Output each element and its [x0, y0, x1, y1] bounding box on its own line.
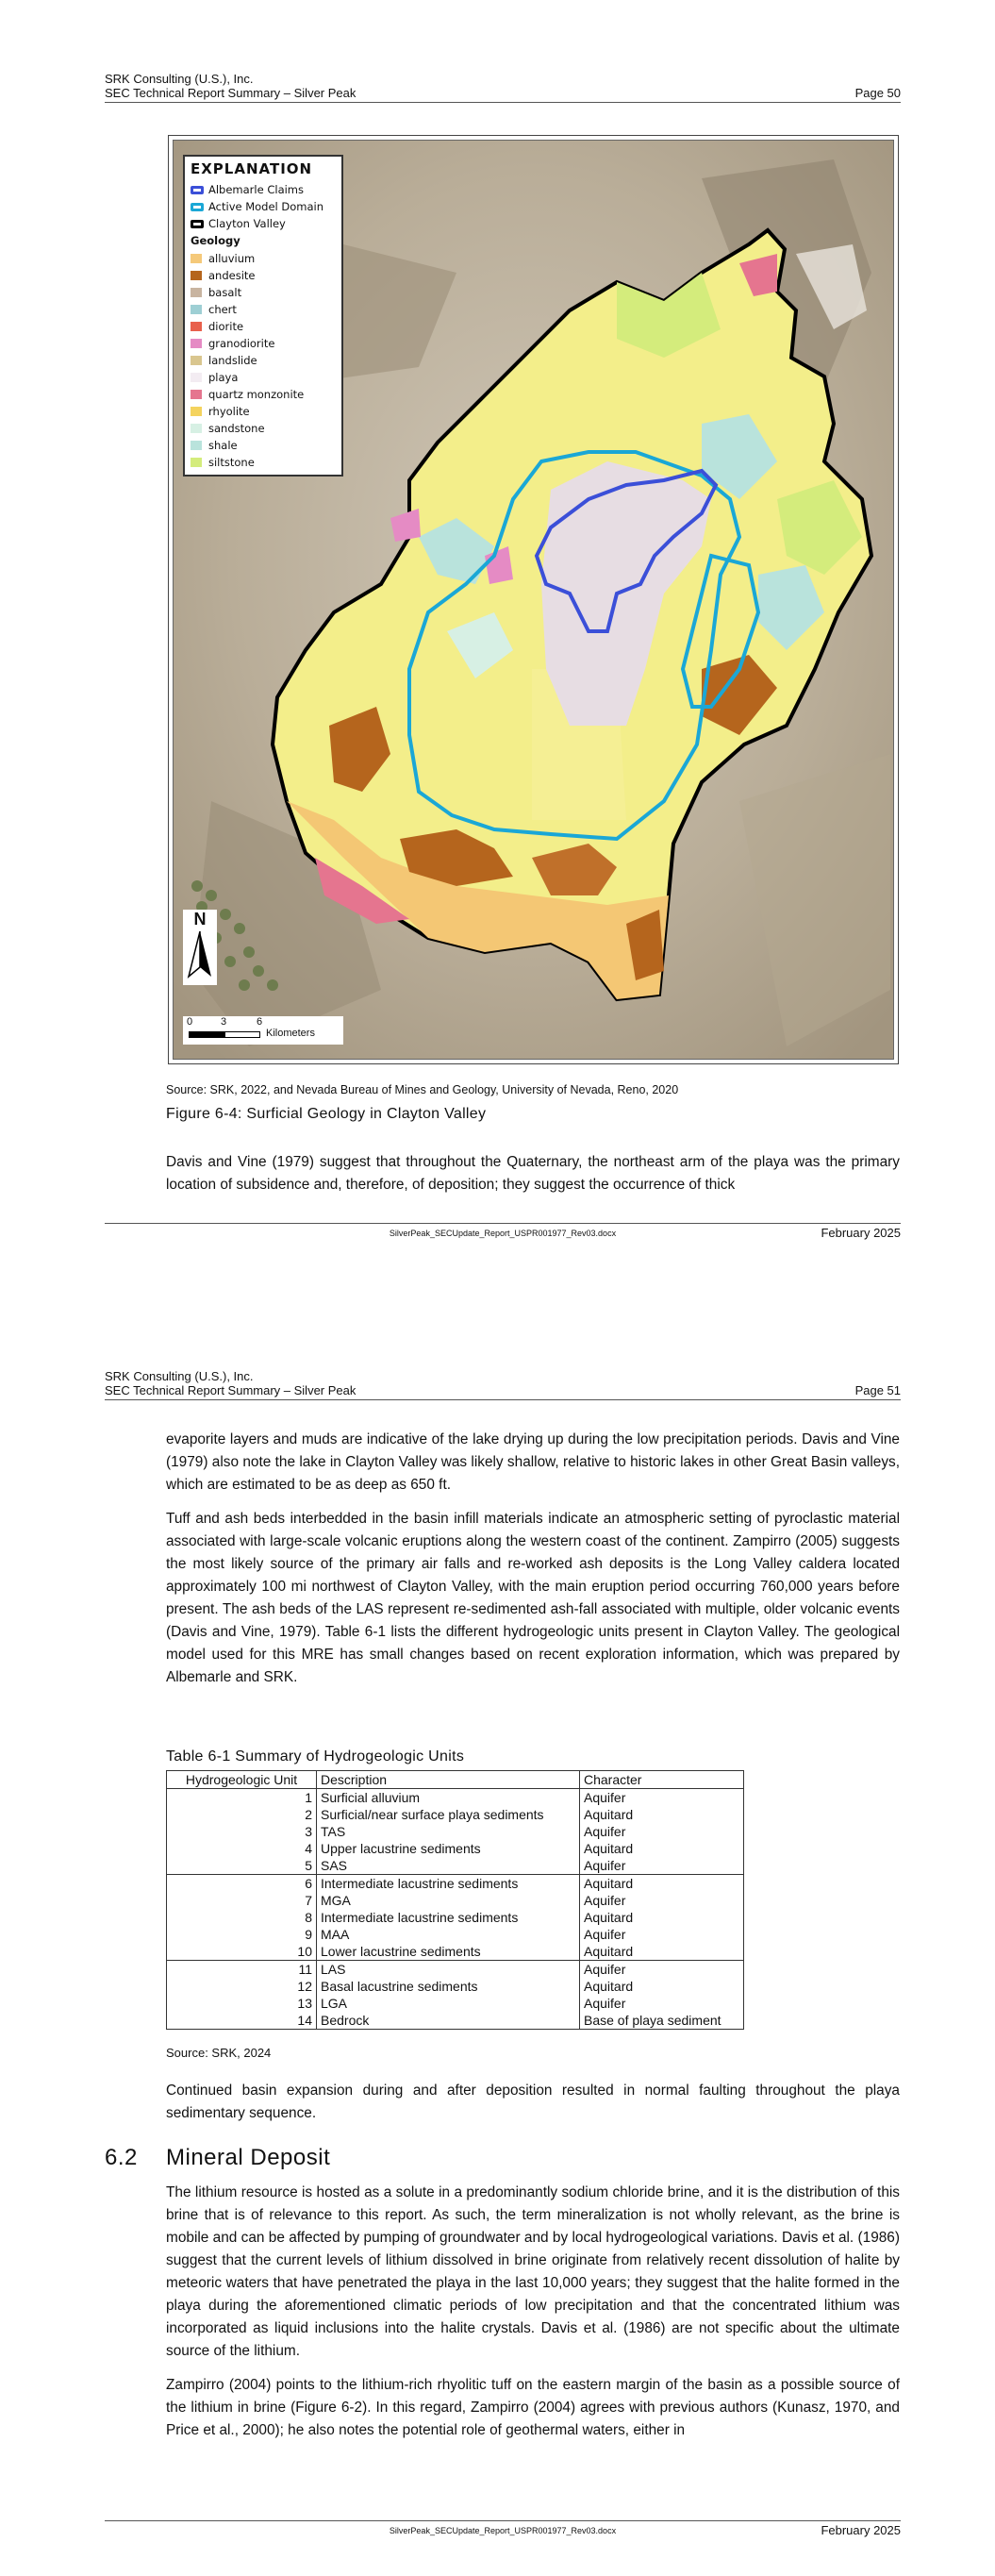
table-row	[167, 1961, 744, 1979]
scale-unit: Kilometers	[266, 1028, 315, 1039]
table-cell: 10	[167, 1943, 317, 1961]
table-cell: 13	[167, 1995, 317, 2012]
header-report: SEC Technical Report Summary – Silver Peak	[105, 1383, 357, 1397]
page-footer	[105, 2523, 901, 2538]
table-body	[167, 1789, 744, 2030]
legend-swatch	[191, 203, 204, 211]
table-cell: 3	[167, 1823, 317, 1840]
table-cell: Aquitard	[580, 1875, 744, 1893]
table-cell: Intermediate lacustrine sediments	[317, 1909, 580, 1926]
legend-label: granodiorite	[208, 337, 275, 350]
legend-label: Active Model Domain	[208, 200, 324, 213]
table-header-cell: Description	[317, 1771, 580, 1789]
legend-label: playa	[208, 371, 239, 384]
table-row	[167, 1875, 744, 1893]
legend-label: diorite	[208, 320, 244, 333]
legend-unit-item	[191, 301, 336, 318]
page-header	[105, 1369, 901, 1397]
legend-swatch	[191, 220, 204, 228]
legend-label: sandstone	[208, 422, 265, 435]
header-rule	[105, 1399, 901, 1400]
legend-label: shale	[208, 439, 238, 452]
table-cell: Surficial/near surface playa sediments	[317, 1806, 580, 1823]
table-cell: 5	[167, 1857, 317, 1875]
legend-unit-item	[191, 318, 336, 335]
scale-tick-6: 6	[257, 1016, 263, 1028]
table-row	[167, 1995, 744, 2012]
legend-unit-item	[191, 267, 336, 284]
legend-label: basalt	[208, 286, 242, 299]
table-cell: Aquifer	[580, 1926, 744, 1943]
table-cell: 1	[167, 1789, 317, 1807]
legend-unit-item	[191, 335, 336, 352]
table-cell: 8	[167, 1909, 317, 1926]
legend-swatch	[191, 407, 202, 416]
legend-swatch	[191, 339, 202, 348]
scale-segment	[224, 1031, 260, 1038]
paragraph: Continued basin expansion during and after deposition resulted in normal faulting throughout the playa sedimentary sequence.	[166, 2083, 900, 2121]
legend-swatch	[191, 458, 202, 467]
legend-swatch	[191, 288, 202, 297]
scale-tick-3: 3	[221, 1016, 227, 1028]
legend-label: quartz monzonite	[208, 388, 305, 401]
legend-boundaries	[191, 181, 336, 232]
table-header-cell: Character	[580, 1771, 744, 1789]
legend-unit-item	[191, 420, 336, 437]
legend-swatch	[191, 322, 202, 331]
header-page-number: Page 50	[854, 86, 901, 100]
table-cell: MGA	[317, 1892, 580, 1909]
legend-swatch	[191, 271, 202, 280]
table-cell: SAS	[317, 1857, 580, 1875]
table-row	[167, 1823, 744, 1840]
legend-title: EXPLANATION	[191, 160, 313, 177]
legend-unit-item	[191, 284, 336, 301]
footer-doc-name: SilverPeak_SECUpdate_Report_USPR001977_Rev03.docx	[389, 2526, 617, 2535]
legend-swatch	[191, 441, 202, 450]
legend-unit-item	[191, 454, 336, 471]
table-cell: LAS	[317, 1961, 580, 1979]
header-company: SRK Consulting (U.S.), Inc.	[105, 72, 254, 86]
legend-unit-item	[191, 369, 336, 386]
map-legend	[183, 155, 343, 477]
header-rule	[105, 102, 901, 103]
table-cell: 7	[167, 1892, 317, 1909]
legend-label: Clayton Valley	[208, 217, 286, 230]
section-number: 6.2	[105, 2145, 138, 2170]
table-cell: 4	[167, 1840, 317, 1857]
table-cell: Aquitard	[580, 1909, 744, 1926]
legend-swatch	[191, 424, 202, 433]
north-arrow	[183, 910, 217, 985]
legend-unit-item	[191, 250, 336, 267]
table-cell: Surficial alluvium	[317, 1789, 580, 1807]
legend-label: landslide	[208, 354, 257, 367]
table-row	[167, 1926, 744, 1943]
table-cell: Aquifer	[580, 1789, 744, 1807]
table-cell: Aquitard	[580, 1806, 744, 1823]
table-source: Source: SRK, 2024	[166, 2046, 272, 2060]
footer-rule	[105, 2520, 901, 2521]
legend-swatch	[191, 186, 204, 194]
scale-segment	[189, 1031, 224, 1038]
header-page-number: Page 51	[854, 1383, 901, 1397]
page-header	[105, 72, 901, 100]
page-footer	[105, 1226, 901, 1241]
scale-tick-0: 0	[187, 1016, 193, 1028]
table-cell: Aquitard	[580, 1943, 744, 1961]
table-cell: 12	[167, 1978, 317, 1995]
section-heading	[105, 2145, 330, 2171]
legend-unit-item	[191, 437, 336, 454]
table-cell: 9	[167, 1926, 317, 1943]
legend-swatch	[191, 305, 202, 314]
paragraph: evaporite layers and muds are indicative of the lake drying up during the low precipitation periods. Davis and Vine (1979) also note the lake in Clayton Valley was likely shallow, relative to historic lakes in other Great Basin valleys, which are estimated to be as deep as 650 ft.	[166, 1431, 900, 1493]
table-cell: 6	[167, 1875, 317, 1893]
legend-geology-title: Geology	[191, 234, 240, 247]
table-cell: Basal lacustrine sediments	[317, 1978, 580, 1995]
table-cell: Base of playa sediment	[580, 2012, 744, 2030]
table-row	[167, 1806, 744, 1823]
paragraph: Davis and Vine (1979) suggest that throughout the Quaternary, the northeast arm of the playa was the primary location of subsidence and, therefore, of deposition; they suggest the occurrence of thick	[166, 1154, 900, 1193]
table-cell: Bedrock	[317, 2012, 580, 2030]
table-row	[167, 1857, 744, 1875]
table-cell: Lower lacustrine sediments	[317, 1943, 580, 1961]
legend-unit-item	[191, 403, 336, 420]
legend-swatch	[191, 254, 202, 263]
scale-bar	[183, 1016, 343, 1045]
paragraph: Tuff and ash beds interbedded in the basin infill materials indicate an atmospheric setting of pyroclastic material associated with large-scale volcanic eruptions along the western coast of the continent. Zampirro (2005) suggests the most likely source of the primary air falls and re-worked ash deposits is the Long Valley caldera located approximately 100 mi northwest of Clayton Valley, with the main eruption period occurring 760,000 years before present. The ash beds of the LAS represent re-sedimented ash-fall associated with multiple, older volcanic events (Davis and Vine, 1979). Table 6-1 lists the different hydrogeologic units present in Clayton Valley. The geological model used for this MRE has small changes based on recent exploration information, which was prepared by Albemarle and SRK.	[166, 1511, 900, 1685]
legend-swatch	[191, 373, 202, 382]
table-row	[167, 1909, 744, 1926]
table-cell: LGA	[317, 1995, 580, 2012]
table-row	[167, 2012, 744, 2030]
table-title: Table 6-1 Summary of Hydrogeologic Units	[166, 1748, 465, 1765]
legend-label: Albemarle Claims	[208, 183, 305, 196]
footer-date: February 2025	[821, 1226, 901, 1240]
table-cell: 2	[167, 1806, 317, 1823]
figure-source: Source: SRK, 2022, and Nevada Bureau of Mines and Geology, University of Nevada, Reno, 2020	[166, 1083, 679, 1096]
table-row	[167, 1789, 744, 1807]
table-cell: Aquitard	[580, 1840, 744, 1857]
table-header-cell: Hydrogeologic Unit	[167, 1771, 317, 1789]
north-arrow-icon	[183, 929, 217, 980]
page-51	[0, 1283, 995, 2576]
legend-label: rhyolite	[208, 405, 250, 418]
legend-swatch	[191, 390, 202, 399]
table-cell: 14	[167, 2012, 317, 2030]
body-text	[166, 2182, 900, 2453]
header-company: SRK Consulting (U.S.), Inc.	[105, 1369, 254, 1383]
hydrogeologic-units-table	[166, 1770, 744, 2030]
page-50	[0, 0, 995, 1283]
legend-label: andesite	[208, 269, 256, 282]
table-cell: Aquifer	[580, 1857, 744, 1875]
legend-boundary-item	[191, 181, 336, 198]
body-text	[166, 2080, 900, 2136]
legend-boundary-item	[191, 198, 336, 215]
table-row	[167, 1978, 744, 1995]
legend-unit-item	[191, 352, 336, 369]
legend-units	[191, 250, 336, 471]
figure-caption: Figure 6-4: Surficial Geology in Clayton Valley	[166, 1106, 487, 1122]
table-cell: MAA	[317, 1926, 580, 1943]
footer-rule	[105, 1223, 901, 1224]
footer-date: February 2025	[821, 2523, 901, 2537]
table-cell: Aquifer	[580, 1995, 744, 2012]
geology-map	[173, 140, 894, 1060]
table-cell: 11	[167, 1961, 317, 1979]
legend-label: chert	[208, 303, 237, 316]
table-cell: Aquifer	[580, 1823, 744, 1840]
table-cell: Aquifer	[580, 1892, 744, 1909]
table-cell: TAS	[317, 1823, 580, 1840]
section-title: Mineral Deposit	[166, 2145, 331, 2170]
table-header-row	[167, 1771, 744, 1789]
legend-swatch	[191, 356, 202, 365]
body-text	[166, 1151, 900, 1208]
table-cell: Intermediate lacustrine sediments	[317, 1875, 580, 1893]
north-label: N	[193, 910, 207, 928]
legend-label: siltstone	[208, 456, 255, 469]
table-row	[167, 1892, 744, 1909]
table-cell: Aquitard	[580, 1978, 744, 1995]
geology-figure	[168, 135, 899, 1064]
legend-unit-item	[191, 386, 336, 403]
legend-label: alluvium	[208, 252, 256, 265]
footer-doc-name: SilverPeak_SECUpdate_Report_USPR001977_Rev03.docx	[389, 1229, 617, 1238]
table-row	[167, 1943, 744, 1961]
body-text	[166, 1429, 900, 1700]
table-row	[167, 1840, 744, 1857]
table-cell: Aquifer	[580, 1961, 744, 1979]
header-report: SEC Technical Report Summary – Silver Peak	[105, 86, 357, 100]
paragraph: The lithium resource is hosted as a solute in a predominantly sodium chloride brine, and it is the distribution of this brine that is of relevance to this report. As such, the term mineralization is not wholly relevant, as the brine is mobile and can be affected by pumping of groundwater and by local hydrogeological variations. Davis et al. (1986) suggest that the current levels of lithium dissolved in brine originate from relatively recent dissolution of halite by meteoric waters that have penetrated the playa in the last 10,000 years; they suggest that the halite formed in the playa during the aforementioned climatic periods of low precipitation and that the concentrated lithium was incorporated as liquid inclusions into the halite crystals. Davis et al. (1986) are not specific about the ultimate source of the lithium.	[166, 2184, 900, 2359]
legend-boundary-item	[191, 215, 336, 232]
paragraph: Zampirro (2004) points to the lithium-rich rhyolitic tuff on the eastern margin of the basin as a possible source of the lithium in brine (Figure 6-2). In this regard, Zampirro (2004) agrees with previous authors (Kunasz, 1970, and Price et al., 2000); he also notes the potential role of geothermal waters, either in	[166, 2377, 900, 2438]
table-cell: Upper lacustrine sediments	[317, 1840, 580, 1857]
